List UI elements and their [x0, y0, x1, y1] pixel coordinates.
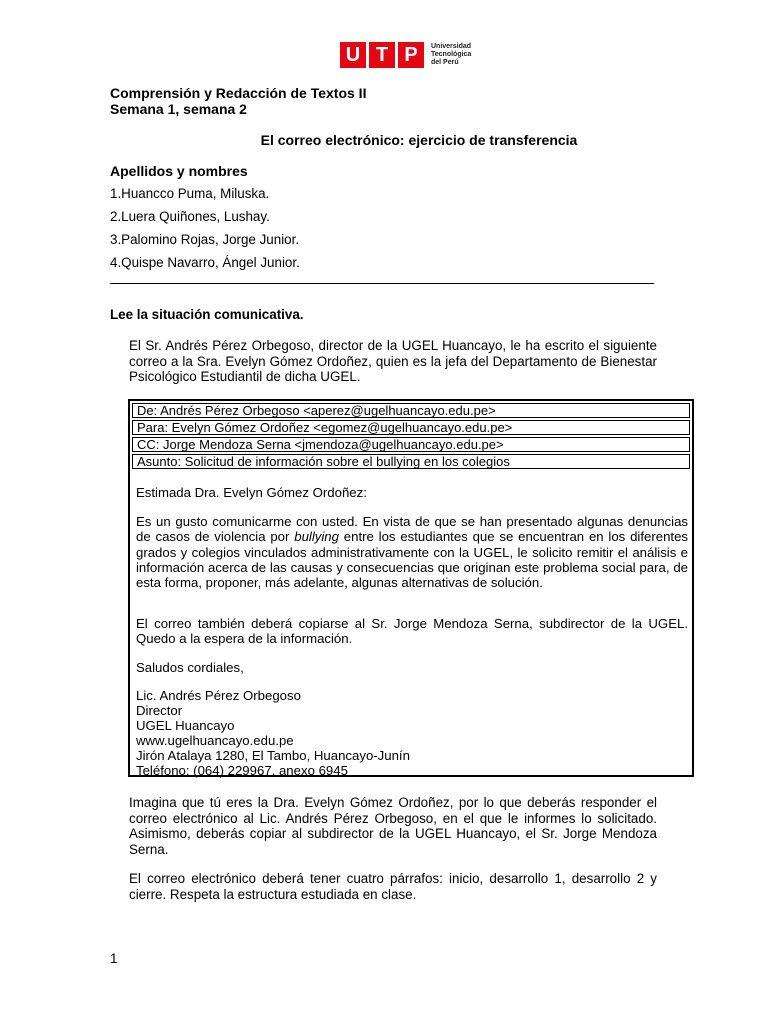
name-item-3: 3.Palomino Rojas, Jorge Junior. [110, 232, 300, 247]
name-item-4: 4.Quispe Navarro, Ángel Junior. [110, 255, 300, 270]
email-box [128, 399, 694, 777]
signature-address: Jirón Atalaya 1280, El Tambo, Huancayo-Junín [136, 748, 410, 763]
email-greeting: Estimada Dra. Evelyn Gómez Ordoñez: [136, 485, 367, 500]
logo-university-name: Universidad Tecnológica del Perú [431, 43, 472, 66]
email-from: De: Andrés Pérez Orbegoso <aperez@ugelhuancayo.edu.pe> [132, 403, 690, 418]
email-closing: Saludos cordiales, [136, 660, 244, 675]
separator-line [110, 283, 654, 284]
page-number: 1 [110, 951, 118, 966]
situation-heading: Lee la situación comunicativa. [110, 307, 304, 322]
name-item-2: 2.Luera Quiñones, Lushay. [110, 209, 270, 224]
email-paragraph-2: El correo también deberá copiarse al Sr. Jorge Mendoza Serna, subdirector de la UGEL. Quedo a la espera de la información. [136, 616, 688, 647]
email-paragraph-1: Es un gusto comunicarme con usted. En vista de que se han presentado algunas denuncias de casos de violencia por bullying entre los estudiantes que se encuentran en los diferentes grados y colegios vinculados administrativamente con la UGEL, le solicito remitir el análisis e información acerca de las causas y consecuencias que originan este problema social para, de esta forma, proponer, más adelante, algunas alternativas de solución. [136, 514, 689, 591]
name-item-1: 1.Huancco Puma, Miluska. [110, 186, 270, 201]
signature-name: Lic. Andrés Pérez Orbegoso [136, 688, 301, 703]
names-heading: Apellidos y nombres [110, 163, 248, 179]
signature-phone: Teléfono: (064) 229967, anexo 6945 [136, 763, 348, 778]
instructions-paragraph-2: El correo electrónico deberá tener cuatro párrafos: inicio, desarrollo 1, desarrollo 2 y cierre. Respeta la estructura estudiada en clase. [129, 871, 657, 902]
exercise-title: El correo electrónico: ejercicio de transferencia [260, 132, 578, 148]
week-label: Semana 1, semana 2 [110, 101, 247, 117]
email-subject: Asunto: Solicitud de información sobre el bullying en los colegios [132, 454, 690, 469]
situation-intro: El Sr. Andrés Pérez Orbegoso, director de la UGEL Huancayo, le ha escrito el siguiente correo a la Sra. Evelyn Gómez Ordoñez, quien es la jefa del Departamento de Bienestar Psicológico Estudiantil de dicha UGEL. [129, 338, 657, 384]
signature-org: UGEL Huancayo [136, 718, 235, 733]
italic-term: bullying [294, 529, 339, 545]
utp-logo [340, 40, 471, 70]
logo-letter-p: P [398, 42, 424, 68]
signature-website: www.ugelhuancayo.edu.pe [136, 733, 294, 748]
instructions-paragraph-1: Imagina que tú eres la Dra. Evelyn Gómez Ordoñez, por lo que deberás responder el correo electrónico al Lic. Andrés Pérez Orbegoso, en el que le informes lo solicitado. Asimismo, deberás copiar al subdirector de la UGEL Huancayo, el Sr. Jorge Mendoza Serna. [129, 795, 657, 857]
logo-letter-u: U [340, 42, 366, 68]
course-title: Comprensión y Redacción de Textos II [110, 85, 367, 101]
signature-role: Director [136, 703, 183, 718]
email-cc: CC: Jorge Mendoza Serna <jmendoza@ugelhuancayo.edu.pe> [132, 437, 690, 452]
logo-letter-t: T [369, 42, 395, 68]
email-to: Para: Evelyn Gómez Ordoñez <egomez@ugelhuancayo.edu.pe> [132, 420, 690, 435]
